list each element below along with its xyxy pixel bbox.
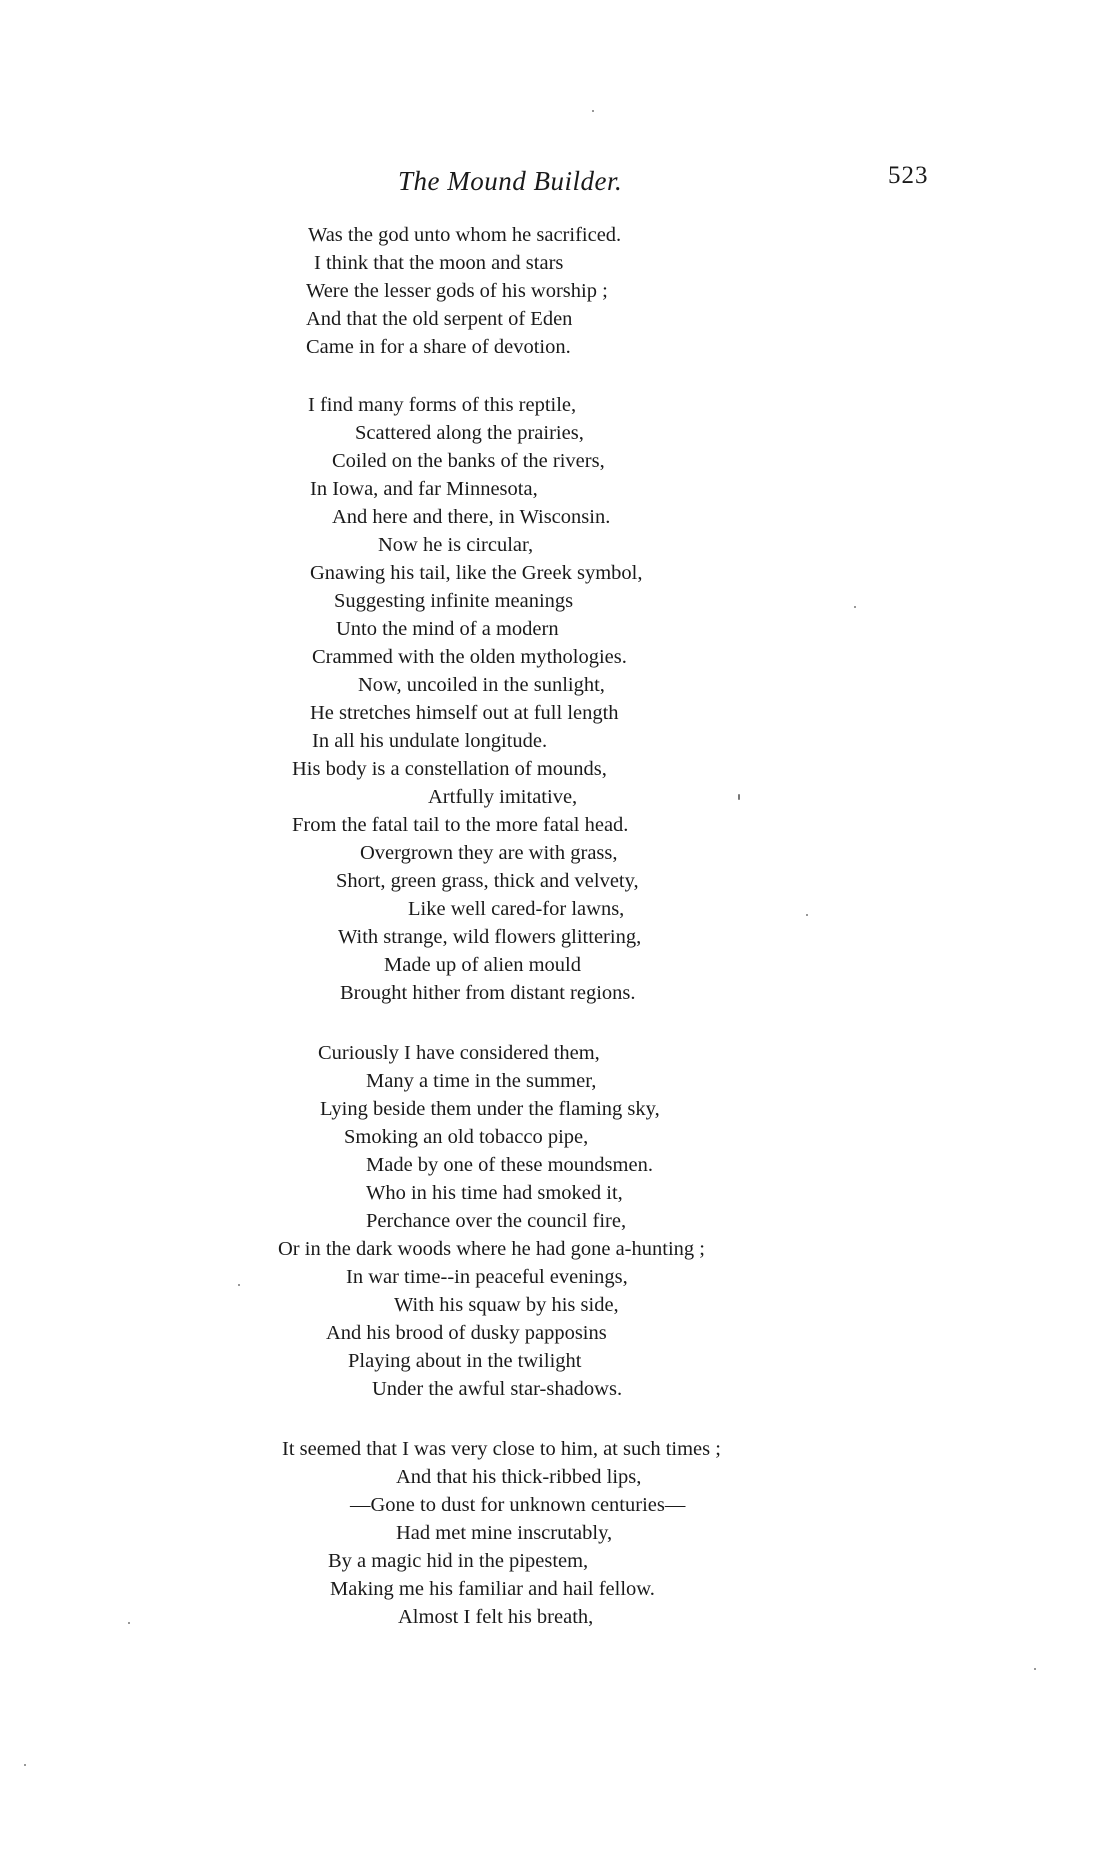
poem-line: Almost I felt his breath,	[398, 1606, 594, 1628]
poem-line: Suggesting infinite meanings	[334, 590, 574, 612]
poem-line: In war time--in peaceful evenings,	[346, 1266, 628, 1288]
poem-line: Making me his familiar and hail fellow.	[330, 1578, 655, 1600]
poem-line: His body is a constellation of mounds,	[292, 758, 607, 780]
poem-line: Overgrown they are with grass,	[360, 842, 618, 864]
scan-speck	[806, 914, 808, 916]
scan-speck	[1034, 1668, 1036, 1670]
running-title: The Mound Builder.	[398, 166, 623, 196]
scan-speck	[238, 1284, 240, 1286]
poem-line: Many a time in the summer,	[366, 1070, 597, 1092]
poem-line: And that his thick-ribbed lips,	[396, 1466, 642, 1488]
poem-line: Were the lesser gods of his worship ;	[306, 280, 608, 302]
poem-line: Scattered along the prairies,	[355, 422, 584, 444]
poem-line: Brought hither from distant regions.	[340, 982, 636, 1004]
poem-line: Curiously I have considered them,	[318, 1042, 600, 1064]
poem-line: Now, uncoiled in the sunlight,	[358, 674, 605, 696]
poem-line: With his squaw by his side,	[394, 1294, 619, 1316]
scan-speck	[24, 1764, 26, 1766]
poem-line: Who in his time had smoked it,	[366, 1182, 623, 1204]
scan-speck	[854, 606, 856, 608]
poem-line: By a magic hid in the pipestem,	[328, 1550, 589, 1572]
poem-line: —Gone to dust for unknown centuries—	[350, 1494, 686, 1516]
poem-line: Coiled on the banks of the rivers,	[332, 450, 605, 472]
poem-line: Now he is circular,	[378, 534, 534, 556]
poem-line: From the fatal tail to the more fatal head.	[292, 814, 629, 836]
poem-line: Crammed with the olden mythologies.	[312, 646, 627, 668]
poem-line: And his brood of dusky papposins	[326, 1322, 607, 1344]
scan-speck	[592, 110, 594, 112]
poem-line: Came in for a share of devotion.	[306, 336, 571, 358]
poem-line: Lying beside them under the flaming sky,	[320, 1098, 660, 1120]
poem-line: In all his undulate longitude.	[312, 730, 548, 752]
poem-line: Had met mine inscrutably,	[396, 1522, 613, 1544]
scan-speck	[738, 794, 740, 800]
poem-line: And here and there, in Wisconsin.	[332, 506, 611, 528]
poem-line: Like well cared-for lawns,	[408, 898, 625, 920]
poem-line: Short, green grass, thick and velvety,	[336, 870, 639, 892]
poem-line: And that the old serpent of Eden	[306, 308, 573, 330]
poem-line: Was the god unto whom he sacrificed.	[308, 224, 622, 246]
poem-line: Smoking an old tobacco pipe,	[344, 1126, 589, 1148]
poem-line: Unto the mind of a modern	[336, 618, 559, 640]
poem-line: Perchance over the council fire,	[366, 1210, 627, 1232]
poem-line: Under the awful star-shadows.	[372, 1378, 623, 1400]
poem-line: Artfully imitative,	[428, 786, 578, 808]
poem-line: Playing about in the twilight	[348, 1350, 582, 1372]
poem-line: Made by one of these moundsmen.	[366, 1154, 653, 1176]
poem-line: Made up of alien mould	[384, 954, 581, 976]
poem-line: I think that the moon and stars	[314, 252, 564, 274]
scan-speck	[128, 1622, 130, 1624]
poem-line: It seemed that I was very close to him, at such times ;	[282, 1438, 721, 1460]
poem-line: Or in the dark woods where he had gone a-hunting ;	[278, 1238, 705, 1260]
poem-line: Gnawing his tail, like the Greek symbol,	[310, 562, 643, 584]
page-number: 523	[888, 162, 929, 189]
poem-line: I find many forms of this reptile,	[308, 394, 577, 416]
poem-line: He stretches himself out at full length	[310, 702, 619, 724]
poem-line: With strange, wild flowers glittering,	[338, 926, 642, 948]
running-head	[0, 162, 1096, 206]
poem-line: In Iowa, and far Minnesota,	[310, 478, 538, 500]
